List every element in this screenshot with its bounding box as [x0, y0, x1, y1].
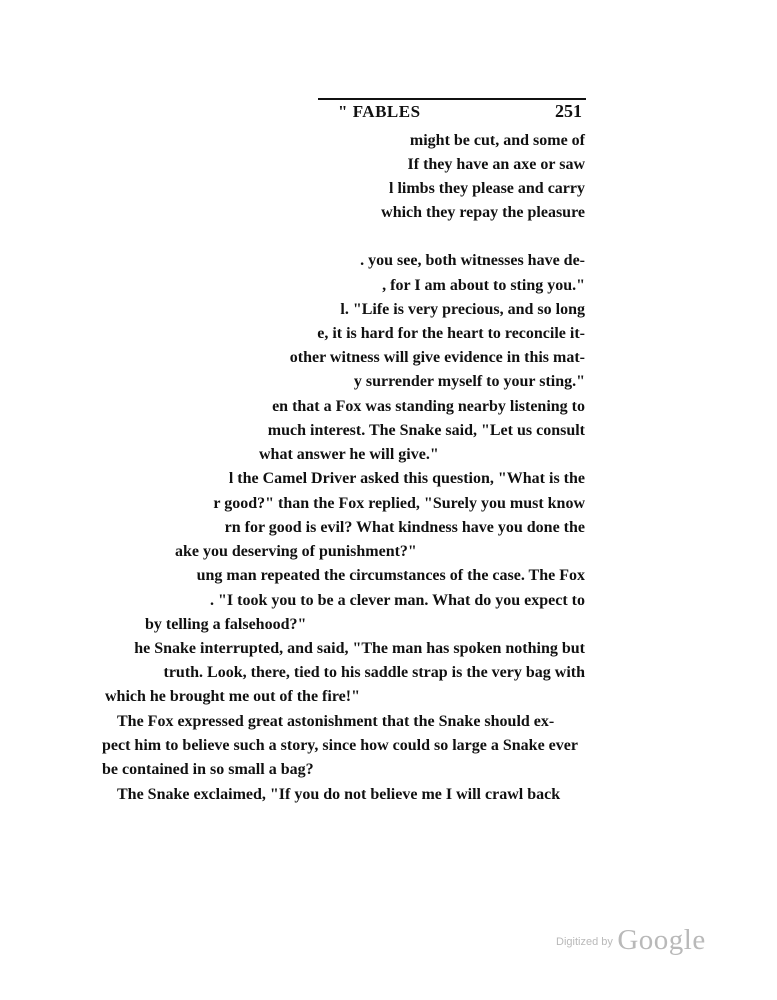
digitized-watermark [556, 924, 706, 957]
text-line: might be cut, and some of [409, 132, 585, 149]
text-line: The Fox expressed great astonishment that the Snake should ex- [117, 713, 555, 730]
text-line: l. "Life is very precious, and so long [340, 301, 585, 318]
running-title: " FABLES [338, 102, 421, 121]
text-line: by telling a falsehood?" [145, 616, 307, 633]
text-line: much interest. The Snake said, "Let us consult [267, 422, 585, 439]
text-line: If they have an axe or saw [407, 156, 585, 173]
text-line: l limbs they please and carry [389, 180, 585, 197]
text-line: which they repay the pleasure [381, 204, 585, 221]
running-header [318, 98, 586, 126]
text-line: what answer he will give." [259, 446, 439, 463]
text-line: en that a Fox was standing nearby listening to [272, 398, 585, 415]
text-line: ake you deserving of punishment?" [175, 543, 417, 560]
text-line: pect him to believe such a story, since how could so large a Snake ever [102, 737, 578, 754]
text-line: ung man repeated the circumstances of the case. The Fox [196, 567, 585, 584]
text-line: y surrender myself to your sting." [353, 373, 585, 390]
page-number: 251 [555, 101, 582, 121]
text-line: , for I am about to sting you." [382, 277, 585, 294]
watermark-prefix: Digitized by [556, 936, 613, 948]
text-line: . you see, both witnesses have de- [360, 252, 585, 269]
text-line: be contained in so small a bag? [102, 761, 314, 778]
text-line: l the Camel Driver asked this question, "What is the [228, 470, 585, 487]
text-line: The Snake exclaimed, "If you do not believe me I will crawl back [117, 786, 561, 803]
text-line: other witness will give evidence in this mat- [289, 349, 585, 366]
text-line: he Snake interrupted, and said, "The man has spoken nothing but [134, 640, 585, 657]
text-line: . "I took you to be a clever man. What do you expect to [210, 592, 585, 609]
text-line: truth. Look, there, tied to his saddle strap is the very bag with [163, 664, 585, 681]
text-line: r good?" than the Fox replied, "Surely you must know [213, 495, 585, 512]
text-line: rn for good is evil? What kindness have you done the [224, 519, 585, 536]
text-line: which he brought me out of the fire!" [105, 688, 360, 705]
google-logo: Google [617, 924, 706, 956]
text-line: e, it is hard for the heart to reconcile it- [317, 325, 585, 342]
